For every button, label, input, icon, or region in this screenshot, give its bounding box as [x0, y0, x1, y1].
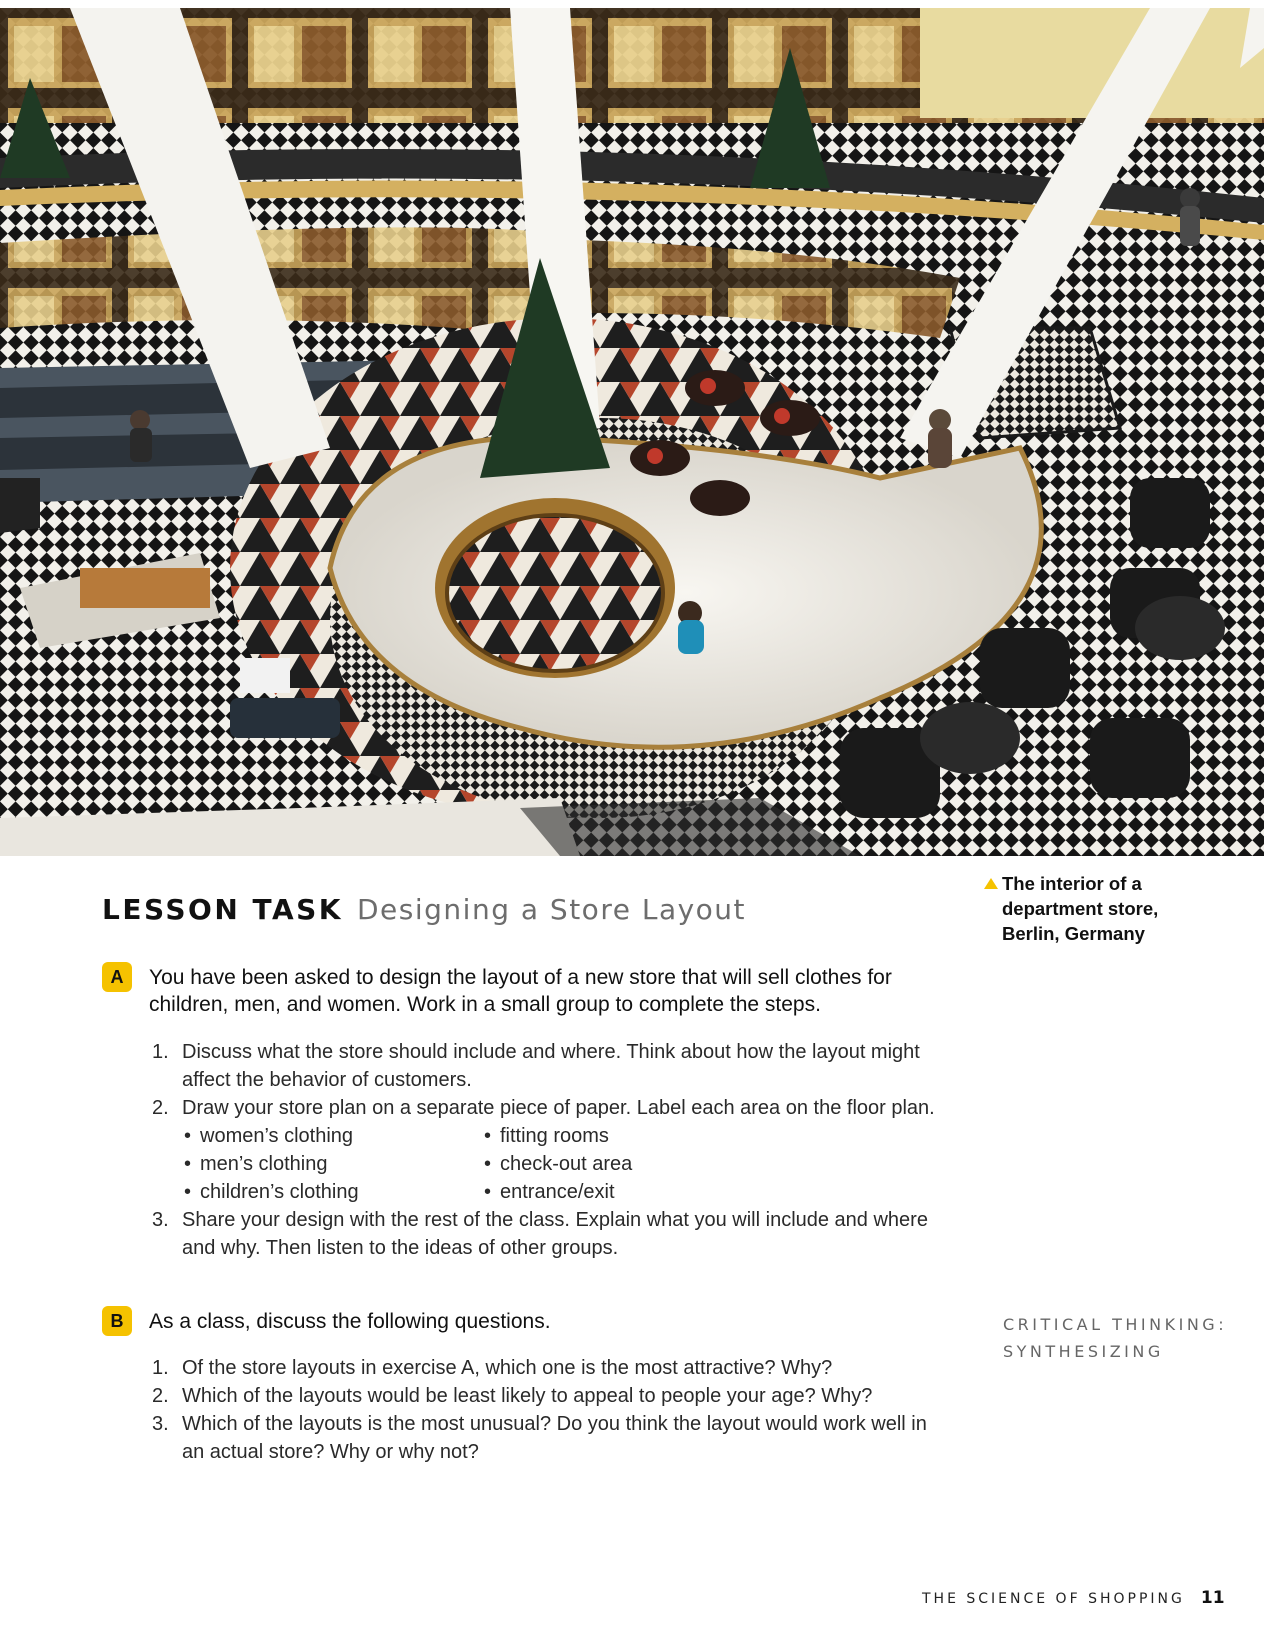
- exercise-a-badge: A: [102, 962, 132, 992]
- lesson-heading: [102, 893, 746, 926]
- lesson-title: Designing a Store Layout: [357, 893, 747, 926]
- question-item: [150, 1410, 980, 1466]
- step-number: 2.: [152, 1097, 169, 1119]
- exercise-b-intro: As a class, discuss the following questions.: [149, 1310, 551, 1333]
- critical-thinking-label: [1003, 1311, 1243, 1365]
- caption-line: department store,: [1002, 898, 1159, 919]
- book-title: THE SCIENCE OF SHOPPING: [922, 1591, 1185, 1607]
- exercise-a-intro-line: You have been asked to design the layout of a new store that will sell clothes for: [149, 966, 892, 989]
- exercise-a-steps: [150, 1038, 980, 1262]
- step-number: 1.: [152, 1041, 169, 1063]
- store-area-item: • women’s clothing: [182, 1122, 482, 1150]
- store-interior-photo: [0, 8, 1264, 856]
- store-area-item: • fitting rooms: [482, 1122, 782, 1150]
- question-number: 1.: [152, 1357, 169, 1379]
- page-footer: [922, 1588, 1225, 1608]
- step-text: Draw your store plan on a separate piece of paper. Label each area on the floor plan.: [182, 1097, 935, 1119]
- atrium-illustration: [0, 8, 1264, 856]
- caption-line: The interior of a: [1002, 873, 1142, 894]
- step-text: and why. Then listen to the ideas of other groups.: [182, 1237, 619, 1259]
- exercise-b-badge: B: [102, 1306, 132, 1336]
- lesson-label: LESSON TASK: [102, 893, 343, 926]
- store-area-list: [182, 1122, 980, 1206]
- step-item: [150, 1094, 980, 1206]
- question-item: [150, 1354, 980, 1382]
- question-number: 2.: [152, 1385, 169, 1407]
- photo-caption: [1002, 871, 1202, 946]
- question-text: Of the store layouts in exercise A, which one is the most attractive? Why?: [182, 1357, 833, 1379]
- store-area-item: • men’s clothing: [182, 1150, 482, 1178]
- caption-triangle-icon: [984, 878, 998, 889]
- page-number: 11: [1200, 1588, 1225, 1608]
- step-text: Discuss what the store should include and where. Think about how the layout might: [182, 1041, 920, 1063]
- store-area-item: • entrance/exit: [482, 1178, 782, 1206]
- exercise-a-intro: [149, 964, 949, 1018]
- side-label-line: SYNTHESIZING: [1003, 1342, 1164, 1361]
- question-text: Which of the layouts is the most unusual? Do you think the layout would work well in: [182, 1413, 927, 1435]
- step-text: affect the behavior of customers.: [182, 1069, 472, 1091]
- step-text: Share your design with the rest of the class. Explain what you will include and where: [182, 1209, 928, 1231]
- step-item: [150, 1038, 980, 1094]
- question-number: 3.: [152, 1413, 169, 1435]
- step-number: 3.: [152, 1209, 169, 1231]
- exercise-a-intro-line: children, men, and women. Work in a small group to complete the steps.: [149, 993, 821, 1016]
- question-item: [150, 1382, 980, 1410]
- question-text: Which of the layouts would be least likely to appeal to people your age? Why?: [182, 1385, 873, 1407]
- step-item: [150, 1206, 980, 1262]
- caption-line: Berlin, Germany: [1002, 923, 1145, 944]
- store-area-item: • check-out area: [482, 1150, 782, 1178]
- question-text: an actual store? Why or why not?: [182, 1441, 479, 1463]
- exercise-b-questions: [150, 1354, 980, 1466]
- side-label-line: CRITICAL THINKING:: [1003, 1315, 1228, 1334]
- store-area-item: • children’s clothing: [182, 1178, 482, 1206]
